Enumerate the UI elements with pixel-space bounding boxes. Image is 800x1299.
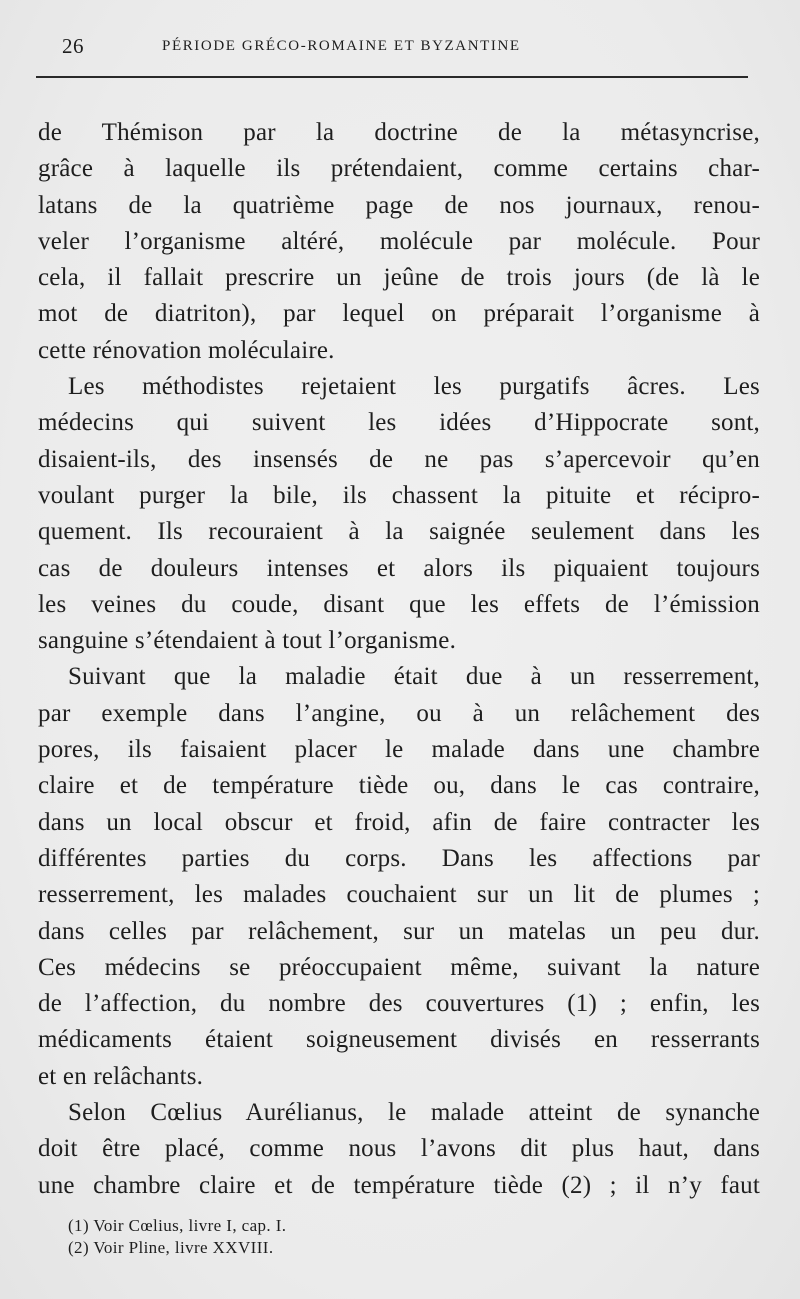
footnotes xyxy=(68,1215,568,1259)
footnote-1: (1) Voir Cœlius, livre I, cap. I. xyxy=(68,1216,287,1235)
text-line: une chambre claire et de température tiède (2) ; il n’y faut xyxy=(38,1171,760,1199)
text-line: médicaments étaient soigneusement divisés en resserrants xyxy=(38,1026,760,1054)
text-line: dans un local obscur et froid, afin de faire contracter les xyxy=(38,808,760,836)
text-line: veler l’organisme altéré, molécule par molécule. Pour xyxy=(38,227,760,255)
paragraph-start-line: Les méthodistes rejetaient les purgatifs âcres. Les xyxy=(68,373,760,401)
text-line: et en relâchants. xyxy=(38,1062,204,1090)
text-line: grâce à laquelle ils prétendaient, comme certains char- xyxy=(38,155,760,183)
text-line: mot de diatriton), par lequel on préparait l’organisme à xyxy=(38,300,760,328)
text-line: quement. Ils recouraient à la saignée seulement dans les xyxy=(38,518,760,546)
text-line: pores, ils faisaient placer le malade dans une chambre xyxy=(38,736,760,764)
body-text xyxy=(38,115,760,1204)
text-line: doit être placé, comme nous l’avons dit plus haut, dans xyxy=(38,1135,760,1163)
text-line: médecins qui suivent les idées d’Hippocrate sont, xyxy=(38,409,760,437)
text-line: Ces médecins se préoccupaient même, suivant la nature xyxy=(38,953,760,981)
page-number: 26 xyxy=(62,34,84,58)
text-line: cas de douleurs intenses et alors ils piquaient toujours xyxy=(38,554,760,582)
text-line: de l’affection, du nombre des couvertures (1) ; enfin, les xyxy=(38,990,760,1018)
running-title: PÉRIODE GRÉCO-ROMAINE ET BYZANTINE xyxy=(162,38,521,54)
page-header xyxy=(36,34,748,64)
paragraph-start-line: Selon Cœlius Aurélianus, le malade atteint de synanche xyxy=(68,1099,760,1127)
text-line: cela, il fallait prescrire un jeûne de trois jours (de là le xyxy=(38,264,760,292)
header-rule xyxy=(36,76,748,78)
text-line: par exemple dans l’angine, ou à un relâchement des xyxy=(38,699,760,727)
text-line: différentes parties du corps. Dans les affections par xyxy=(38,844,760,872)
text-line: dans celles par relâchement, sur un matelas un peu dur. xyxy=(38,917,760,945)
text-line: cette rénovation moléculaire. xyxy=(38,336,335,364)
text-line: disaient-ils, des insensés de ne pas s’apercevoir qu’en xyxy=(38,445,760,473)
text-line: de Thémison par la doctrine de la métasyncrise, xyxy=(38,119,760,146)
text-line: claire et de température tiède ou, dans le cas contraire, xyxy=(38,772,760,800)
text-line: latans de la quatrième page de nos journaux, renou- xyxy=(38,191,760,219)
text-line: sanguine s’étendaient à tout l’organisme. xyxy=(38,627,457,655)
text-line: resserrement, les malades couchaient sur un lit de plumes ; xyxy=(38,881,760,909)
paragraph-start-line: Suivant que la maladie était due à un resserrement, xyxy=(68,663,760,691)
footnote-2: (2) Voir Pline, livre XXVIII. xyxy=(68,1238,274,1257)
text-line: voulant purger la bile, ils chassent la pituite et récipro- xyxy=(38,481,760,509)
text-line: les veines du coude, disant que les effets de l’émission xyxy=(38,590,760,618)
